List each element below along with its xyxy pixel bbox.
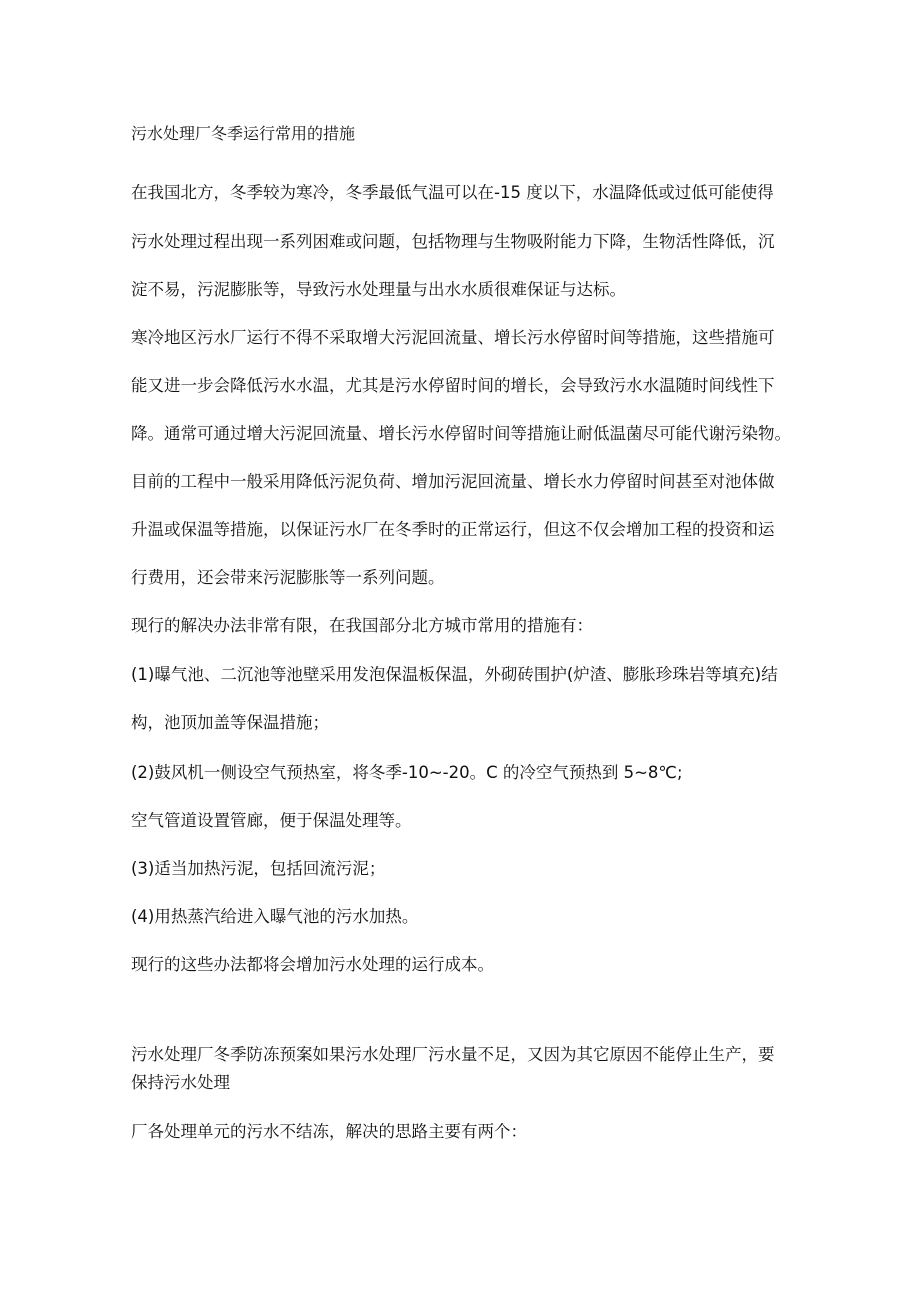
document-title: 污水处理厂冬季运行常用的措施 bbox=[131, 124, 356, 143]
paragraph-4: 现行的解决办法非常有限，在我国部分北方城市常用的措施有： bbox=[131, 616, 593, 635]
list-item-2: (2)鼓风机一侧设空气预热室，将冬季-10~-20。C 的冷空气预热到 5~8℃; bbox=[131, 763, 683, 782]
section-2-line-1: 污水处理厂冬季防冻预案如果污水处理厂污水量不足，又因为其它原因不能停止生产，要 bbox=[131, 1045, 775, 1064]
paragraph-1-line-2: 污水处理过程出现一系列困难或问题，包括物理与生物吸附能力下降，生物活性降低，沉 bbox=[131, 232, 775, 251]
paragraph-1-line-3: 淀不易，污泥膨胀等，导致污水处理量与出水水质很难保证与达标。 bbox=[131, 280, 626, 299]
paragraph-2-line-1: 寒冷地区污水厂运行不得不采取增大污泥回流量、增长污水停留时间等措施，这些措施可 bbox=[131, 328, 775, 347]
paragraph-5: 现行的这些办法都将会增加污水处理的运行成本。 bbox=[131, 955, 494, 974]
list-item-3: (3)适当加热污泥，包括回流污泥； bbox=[131, 859, 386, 878]
paragraph-2-line-3: 降。通常可通过增大污泥回流量、增长污水停留时间等措施让耐低温菌尽可能代谢污染物。 bbox=[131, 424, 791, 443]
paragraph-3-line-1: 目前的工程中一般采用降低污泥负荷、增加污泥回流量、增长水力停留时间甚至对池体做 bbox=[131, 472, 775, 491]
list-item-1-line-1: (1)曝气池、二沉池等池壁采用发泡保温板保温，外砌砖围护(炉渣、膨胀珍珠岩等填充)结 bbox=[131, 665, 778, 684]
section-2-line-2: 保持污水处理 bbox=[131, 1073, 230, 1092]
list-item-2-continued: 空气管道设置管廊，便于保温处理等。 bbox=[131, 811, 412, 830]
list-item-4: (4)用热蒸汽给进入曝气池的污水加热。 bbox=[131, 907, 419, 926]
paragraph-2-line-2: 能又进一步会降低污水水温，尤其是污水停留时间的增长，会导致污水水温随时间线性下 bbox=[131, 376, 775, 395]
list-item-1-line-2: 构，池顶加盖等保温措施； bbox=[131, 713, 329, 732]
paragraph-3-line-3: 行费用，还会带来污泥膨胀等一系列问题。 bbox=[131, 568, 445, 587]
paragraph-6: 厂各处理单元的污水不结冻，解决的思路主要有两个： bbox=[131, 1122, 527, 1141]
paragraph-3-line-2: 升温或保温等措施，以保证污水厂在冬季时的正常运行，但这不仅会增加工程的投资和运 bbox=[131, 520, 775, 539]
paragraph-1-line-1: 在我国北方，冬季较为寒冷，冬季最低气温可以在-15 度以下，水温降低或过低可能使得 bbox=[131, 183, 774, 202]
